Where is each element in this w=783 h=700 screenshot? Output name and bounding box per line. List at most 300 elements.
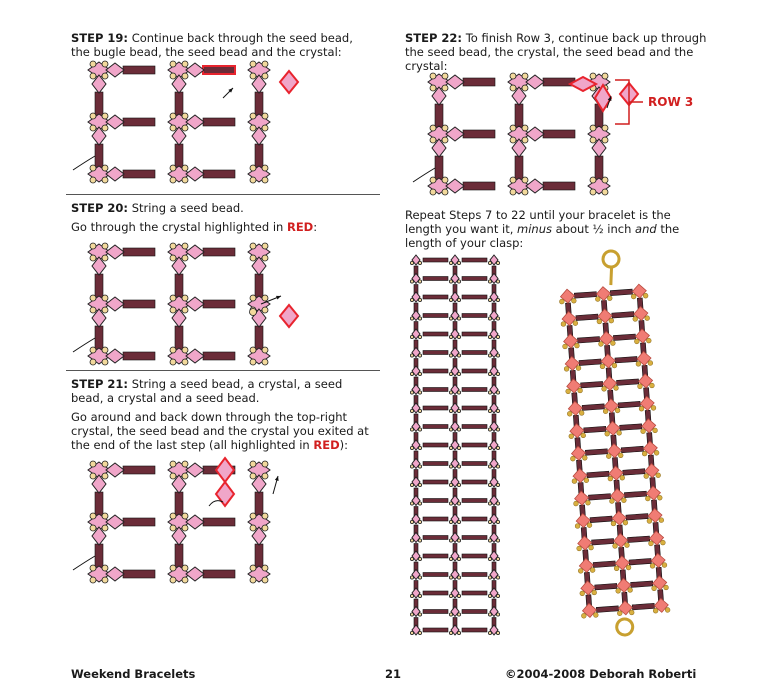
- seed-bead: [449, 483, 452, 486]
- crystal-bead: [186, 115, 204, 129]
- bugle-bead: [596, 606, 618, 613]
- repeat-minus: minus: [517, 222, 552, 236]
- crystal-bead: [280, 305, 298, 327]
- step20-red-word: RED: [286, 220, 314, 234]
- seed-bead: [170, 359, 176, 365]
- bugle-bead: [618, 401, 640, 408]
- seed-bead: [633, 316, 638, 321]
- bugle-bead: [462, 517, 487, 521]
- bugle-bead: [463, 78, 495, 86]
- seed-bead: [496, 483, 499, 486]
- seed-bead: [654, 450, 659, 455]
- bugle-bead: [423, 332, 448, 336]
- seed-bead: [430, 85, 436, 91]
- seed-bead: [102, 513, 108, 519]
- seed-bead: [649, 383, 654, 388]
- seed-bead: [573, 501, 578, 506]
- bugle-bead: [423, 554, 448, 558]
- seed-bead: [410, 428, 413, 431]
- bugle-bead: [462, 554, 487, 558]
- seed-bead: [182, 125, 188, 131]
- crystal-bead: [446, 127, 464, 141]
- seed-bead: [457, 631, 460, 634]
- bugle-bead: [631, 581, 653, 588]
- crystal-bead: [106, 63, 124, 77]
- bugle-bead: [423, 480, 448, 484]
- seed-bead: [418, 539, 421, 542]
- seed-bead: [262, 307, 268, 313]
- clasp-stem: [610, 267, 613, 285]
- seed-bead: [250, 177, 256, 183]
- seed-bead: [250, 461, 256, 467]
- bugle-bead: [203, 300, 235, 308]
- seed-bead: [90, 347, 96, 353]
- seed-bead: [418, 280, 421, 283]
- seed-bead: [250, 61, 256, 67]
- seed-bead: [170, 473, 176, 479]
- seed-bead: [90, 577, 96, 583]
- diagram-step22: [425, 70, 625, 200]
- seed-bead: [562, 344, 567, 349]
- seed-bead: [488, 317, 491, 320]
- repeat-after: the length of your clasp:: [405, 222, 680, 250]
- seed-bead: [488, 539, 491, 542]
- seed-bead: [587, 523, 592, 528]
- bugle-bead: [203, 248, 235, 256]
- seed-bead: [457, 335, 460, 338]
- bugle-bead: [627, 536, 649, 543]
- seed-bead: [579, 410, 584, 415]
- seed-bead: [569, 434, 574, 439]
- seed-bead: [182, 473, 188, 479]
- seed-bead: [182, 73, 188, 79]
- seed-bead: [457, 354, 460, 357]
- seed-bead: [430, 177, 436, 183]
- crystal-bead: [446, 179, 464, 193]
- seed-bead: [663, 585, 668, 590]
- bracelet-photo: [548, 245, 688, 650]
- seed-bead: [617, 430, 622, 435]
- seed-bead: [90, 61, 96, 67]
- seed-bead: [418, 298, 421, 301]
- seed-bead: [90, 359, 96, 365]
- seed-bead: [522, 85, 528, 91]
- seed-bead: [90, 255, 96, 261]
- row3-label: ROW 3: [648, 95, 694, 109]
- bugle-bead: [123, 352, 155, 360]
- seed-bead: [496, 520, 499, 523]
- bugle-bead: [629, 558, 651, 565]
- seed-bead: [262, 177, 268, 183]
- seed-bead: [488, 613, 491, 616]
- seed-bead: [488, 446, 491, 449]
- step21-line2-after: ):: [339, 438, 348, 452]
- bugle-bead: [462, 388, 487, 392]
- seed-bead: [457, 317, 460, 320]
- seed-bead: [496, 317, 499, 320]
- seed-bead: [262, 565, 268, 571]
- seed-bead: [410, 298, 413, 301]
- seed-bead: [102, 295, 108, 301]
- seed-bead: [457, 483, 460, 486]
- seed-bead: [488, 576, 491, 579]
- seed-bead: [90, 565, 96, 571]
- seed-bead: [170, 61, 176, 67]
- crystal-bead: [186, 245, 204, 259]
- seed-bead: [102, 473, 108, 479]
- seed-bead: [488, 594, 491, 597]
- bugle-bead: [543, 182, 575, 190]
- seed-bead: [602, 137, 608, 143]
- seed-bead: [496, 261, 499, 264]
- bugle-bead: [423, 314, 448, 318]
- seed-bead: [250, 525, 256, 531]
- seed-bead: [597, 319, 602, 324]
- step21-body: String a seed bead, a crystal, a seed bead, a crystal and a seed bead.: [71, 377, 343, 405]
- seed-bead: [610, 341, 615, 346]
- seed-bead: [602, 189, 608, 195]
- seed-bead: [488, 631, 491, 634]
- seed-bead: [496, 280, 499, 283]
- repeat-middle: about ½ inch: [555, 222, 632, 236]
- seed-bead: [102, 113, 108, 119]
- seed-bead: [442, 73, 448, 79]
- seed-bead: [651, 405, 656, 410]
- bugle-bead: [462, 610, 487, 614]
- seed-bead: [250, 125, 256, 131]
- seed-bead: [250, 295, 256, 301]
- seed-bead: [510, 177, 516, 183]
- seed-bead: [410, 594, 413, 597]
- step22-body: To finish Row 3, continue back up through the seed bead, the crystal, the seed bead and the crystal:: [405, 31, 707, 73]
- bugle-bead: [423, 295, 448, 299]
- bugle-bead: [588, 494, 610, 501]
- seed-bead: [642, 451, 647, 456]
- seed-bead: [581, 613, 586, 618]
- bugle-bead: [203, 570, 235, 578]
- bugle-bead: [462, 591, 487, 595]
- seed-bead: [418, 446, 421, 449]
- seed-bead: [564, 366, 569, 371]
- seed-bead: [522, 125, 528, 131]
- seed-bead: [418, 317, 421, 320]
- seed-bead: [418, 261, 421, 264]
- seed-bead: [102, 165, 108, 171]
- bugle-bead: [593, 561, 615, 568]
- seed-bead: [262, 577, 268, 583]
- bugle-bead: [423, 406, 448, 410]
- seed-bead: [410, 520, 413, 523]
- bugle-bead: [574, 292, 596, 299]
- bugle-bead: [462, 462, 487, 466]
- seed-bead: [602, 73, 608, 79]
- bugle-bead: [462, 314, 487, 318]
- seed-bead: [102, 177, 108, 183]
- seed-bead: [90, 73, 96, 79]
- seed-bead: [170, 525, 176, 531]
- seed-bead: [430, 137, 436, 143]
- crystal-bead: [186, 349, 204, 363]
- seed-bead: [488, 372, 491, 375]
- seed-bead: [102, 255, 108, 261]
- bugle-bead: [462, 443, 487, 447]
- seed-bead: [182, 165, 188, 171]
- bugle-bead: [615, 356, 637, 363]
- seed-bead: [496, 298, 499, 301]
- bugle-bead: [462, 332, 487, 336]
- crystal-bead: [216, 458, 234, 482]
- seed-bead: [449, 261, 452, 264]
- seed-bead: [584, 478, 589, 483]
- seed-bead: [566, 389, 571, 394]
- seed-bead: [614, 566, 619, 571]
- arrow-head: [276, 296, 281, 300]
- seed-bead: [102, 577, 108, 583]
- seed-bead: [644, 474, 649, 479]
- seed-bead: [262, 61, 268, 67]
- seed-bead: [488, 261, 491, 264]
- bugle-bead: [462, 277, 487, 281]
- bugle-bead: [621, 446, 643, 453]
- step20-title: STEP 20:: [71, 201, 129, 215]
- crystal-bead: [106, 167, 124, 181]
- seed-bead: [182, 525, 188, 531]
- seed-bead: [637, 384, 642, 389]
- seed-bead: [623, 520, 628, 525]
- seed-bead: [662, 562, 667, 567]
- seed-bead: [250, 165, 256, 171]
- seed-bead: [102, 125, 108, 131]
- seed-bead: [618, 453, 623, 458]
- step19-body: Continue back through the seed bead, the bugle bead, the seed bead and the crystal:: [71, 31, 353, 59]
- bugle-bead: [610, 289, 632, 296]
- bugle-bead: [123, 118, 155, 126]
- seed-bead: [611, 521, 616, 526]
- seed-bead: [410, 631, 413, 634]
- seed-bead: [90, 177, 96, 183]
- crystal-bead: [106, 515, 124, 529]
- seed-bead: [102, 61, 108, 67]
- seed-bead: [457, 594, 460, 597]
- seed-bead: [590, 189, 596, 195]
- seed-bead: [418, 409, 421, 412]
- seed-bead: [581, 433, 586, 438]
- seed-bead: [182, 577, 188, 583]
- seed-bead: [615, 408, 620, 413]
- seed-bead: [418, 594, 421, 597]
- seed-bead: [410, 576, 413, 579]
- seed-bead: [262, 113, 268, 119]
- seed-bead: [418, 391, 421, 394]
- seed-bead: [250, 347, 256, 353]
- step21-title: STEP 21:: [71, 377, 129, 391]
- seed-bead: [182, 295, 188, 301]
- seed-bead: [488, 520, 491, 523]
- bugle-bead: [584, 426, 606, 433]
- footer-copyright: ©2004-2008 Deborah Roberti: [505, 667, 697, 681]
- step19-title: STEP 19:: [71, 31, 129, 45]
- seed-bead: [620, 475, 625, 480]
- seed-bead: [496, 557, 499, 560]
- seed-bead: [653, 608, 658, 613]
- seed-bead: [250, 255, 256, 261]
- seed-bead: [645, 496, 650, 501]
- seed-bead: [90, 307, 96, 313]
- seed-bead: [170, 73, 176, 79]
- bracelet-ladder-diagram: [408, 254, 503, 646]
- seed-bead: [612, 543, 617, 548]
- seed-bead: [657, 495, 662, 500]
- seed-bead: [488, 465, 491, 468]
- step22-text: [405, 31, 715, 73]
- seed-bead: [582, 455, 587, 460]
- step20-line2-before: Go through the crystal highlighted in: [71, 220, 284, 234]
- seed-bead: [457, 613, 460, 616]
- seed-bead: [590, 125, 596, 131]
- seed-bead: [488, 335, 491, 338]
- seed-bead: [567, 411, 572, 416]
- seed-bead: [510, 125, 516, 131]
- seed-bead: [410, 446, 413, 449]
- seed-bead: [522, 189, 528, 195]
- seed-bead: [616, 588, 621, 593]
- seed-bead: [410, 502, 413, 505]
- seed-bead: [262, 461, 268, 467]
- bugle-bead: [123, 466, 155, 474]
- seed-bead: [457, 391, 460, 394]
- bugle-bead: [581, 381, 603, 388]
- seed-bead: [650, 563, 655, 568]
- seed-bead: [647, 518, 652, 523]
- seed-bead: [418, 483, 421, 486]
- seed-bead: [624, 543, 629, 548]
- seed-bead: [629, 610, 634, 615]
- seed-bead: [90, 473, 96, 479]
- seed-bead: [449, 298, 452, 301]
- step21-line2-before: Go around and back down through the top-right crystal, the seed bead and the crystal you exited at the end of the last step (all highlighted in: [71, 410, 369, 452]
- seed-bead: [457, 372, 460, 375]
- bugle-bead: [579, 359, 601, 366]
- seed-bead: [250, 359, 256, 365]
- step21-red-word: RED: [313, 438, 340, 452]
- seed-bead: [621, 498, 626, 503]
- seed-bead: [496, 502, 499, 505]
- seed-bead: [410, 613, 413, 616]
- seed-bead: [592, 590, 597, 595]
- seed-bead: [496, 354, 499, 357]
- seed-bead: [578, 388, 583, 393]
- seed-bead: [449, 354, 452, 357]
- seed-bead: [608, 476, 613, 481]
- seed-bead: [102, 525, 108, 531]
- seed-bead: [170, 177, 176, 183]
- crystal-bead: [186, 463, 204, 477]
- seed-bead: [262, 295, 268, 301]
- bugle-bead: [423, 388, 448, 392]
- bugle-bead: [462, 480, 487, 484]
- seed-bead: [585, 500, 590, 505]
- seed-bead: [182, 61, 188, 67]
- bugle-bead: [463, 182, 495, 190]
- seed-bead: [659, 518, 664, 523]
- bugle-bead: [462, 258, 487, 262]
- seed-bead: [496, 446, 499, 449]
- seed-bead: [170, 255, 176, 261]
- seed-bead: [577, 546, 582, 551]
- seed-bead: [410, 280, 413, 283]
- seed-bead: [442, 189, 448, 195]
- crystal-bead: [526, 127, 544, 141]
- seed-bead: [522, 73, 528, 79]
- seed-bead: [457, 428, 460, 431]
- seed-bead: [182, 461, 188, 467]
- seed-bead: [457, 280, 460, 283]
- crystal-bead: [526, 179, 544, 193]
- seed-bead: [410, 483, 413, 486]
- seed-bead: [496, 465, 499, 468]
- row3-bracket-line: [615, 80, 629, 124]
- seed-bead: [636, 361, 641, 366]
- seed-bead: [418, 520, 421, 523]
- bugle-bead: [462, 536, 487, 540]
- seed-bead: [595, 296, 600, 301]
- seed-bead: [449, 280, 452, 283]
- seed-bead: [488, 354, 491, 357]
- seed-bead: [250, 577, 256, 583]
- crystal-bead: [106, 115, 124, 129]
- bugle-bead: [626, 514, 648, 521]
- seed-bead: [90, 113, 96, 119]
- seed-bead: [442, 177, 448, 183]
- seed-bead: [90, 461, 96, 467]
- seed-bead: [600, 364, 605, 369]
- bracelet-group: [556, 249, 671, 638]
- seed-bead: [607, 296, 612, 301]
- seed-bead: [90, 525, 96, 531]
- bugle-bead: [203, 352, 235, 360]
- bugle-bead: [543, 130, 575, 138]
- bugle-bead: [123, 570, 155, 578]
- crystal-bead: [186, 567, 204, 581]
- bugle-bead: [613, 334, 635, 341]
- seed-bead: [170, 295, 176, 301]
- seed-bead: [449, 631, 452, 634]
- seed-bead: [410, 335, 413, 338]
- seed-bead: [182, 255, 188, 261]
- seed-bead: [643, 293, 648, 298]
- crystal-bead: [106, 349, 124, 363]
- step20-body: String a seed bead.: [131, 201, 244, 215]
- seed-bead: [182, 177, 188, 183]
- bugle-bead: [462, 295, 487, 299]
- seed-bead: [496, 409, 499, 412]
- seed-bead: [430, 125, 436, 131]
- bugle-bead: [590, 516, 612, 523]
- seed-bead: [628, 587, 633, 592]
- seed-bead: [102, 461, 108, 467]
- seed-bead: [102, 347, 108, 353]
- seed-bead: [182, 359, 188, 365]
- seed-bead: [609, 318, 614, 323]
- seed-bead: [449, 317, 452, 320]
- bugle-bead: [616, 379, 638, 386]
- seed-bead: [488, 391, 491, 394]
- seed-bead: [488, 428, 491, 431]
- seed-bead: [410, 317, 413, 320]
- bugle-bead: [203, 170, 235, 178]
- seed-bead: [262, 255, 268, 261]
- seed-bead: [574, 343, 579, 348]
